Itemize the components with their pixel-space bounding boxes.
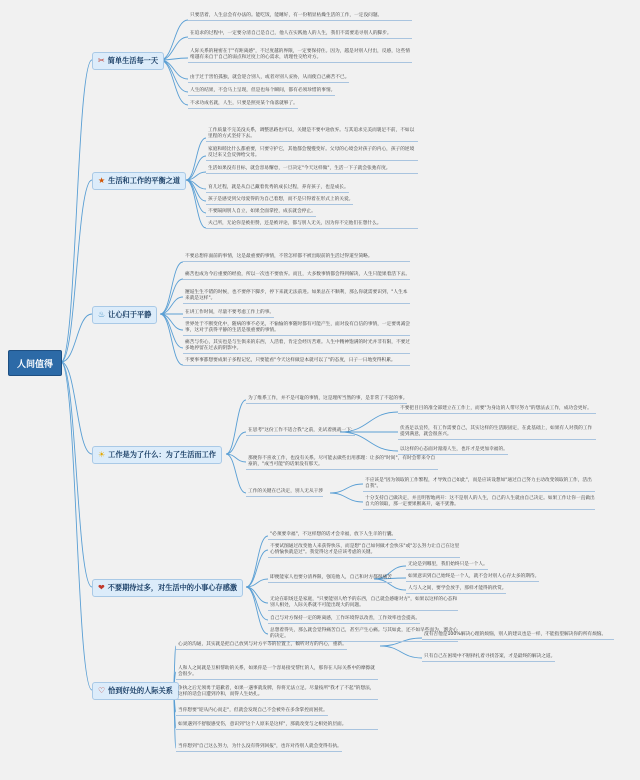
- leaf-item: 为了维系工作，并不是可耻的事情，这是理所当然的事，是非常了不起的事。: [248, 396, 408, 401]
- leaf-item: 不求功成名就，人生，只要是照亮某个角落就够了。: [190, 101, 298, 106]
- leaf-item: "必须要幸福"，不这样想的话才会幸福，放下人生羊的行囊。: [270, 532, 397, 537]
- leaf-item: 只要活着，人生总会有办法的。能吃饭，能睡好，有一份稍显枯燥生活的工作，一定没问题。: [190, 13, 412, 19]
- leaf-subitem: 不应该是"因为领取的工作繁程，才导致自己如此"，而是应该设想如"通过自己努力主动改变领取的工作，活出自我"。: [365, 478, 595, 490]
- leaf-item: 家庭和睦比什么都重要，只要守护它，其他都会慢慢变好。父母的心境会对孩子的内心，孩子的逆境反过来又会反弹给父母。: [208, 147, 418, 159]
- leaf-subitem: 不要把目目的准全部建立在工作上，而要"为身边的人带尽努力"的想法去工作，成功会更好。: [400, 406, 596, 412]
- heart-outline-icon: ♡: [98, 686, 106, 695]
- leaf-subitem: 人与人之间，要学会放手，那样才能得的欣赏。: [408, 586, 507, 591]
- flame-icon: ♨: [98, 310, 106, 319]
- leaf-item: 自己与对方保持一定的距离感，工作环境得以改善，工作效率也会提高。: [270, 616, 421, 621]
- leaf-item: 痛苦与伤心，其实也是与生俱来的东西，人活着，肯定会经历苦难。人生中精神饱满的时光并非有限，不要过多地停留在过去的阴影中。: [185, 340, 411, 352]
- leaf-item: 工作的关键在已决定，别人无从干涉: [248, 489, 324, 494]
- leaf-item: 无论在职场还是家庭，"只要能别人给予的东西，自己就会感谢对方"，如果以这样的心态和别人相处，人际关系就不可能出现大的问题。: [270, 597, 458, 609]
- branch-relationships[interactable]: [92, 682, 179, 700]
- leaf-item: 人生的结果，不会马上呈现，但是也每个瞬间，都有必须珍惜的事情。: [190, 88, 336, 93]
- leaf-item: 由于过于害怕孤独，就会迎合别人，或者对别人妥协，从而使自己痛苦不已。: [190, 75, 350, 80]
- branch-gratitude[interactable]: [92, 579, 243, 597]
- leaf-item: 不要隔阂别人自立，如果全面掌控，成长就会停止。: [208, 209, 316, 214]
- branch-simple-life[interactable]: [92, 52, 164, 70]
- leaf-item: 那便你不喜欢工作，也没有关系。尽可能去做些出用那理：让多的"时间"，有时会带来令自豪的，"成当可能"的话果没有那天。: [248, 456, 438, 468]
- branch-label: 恰到好处的人际关系: [108, 686, 173, 695]
- leaf-item: 人和人之间就是互相帮助的关系，如果你是一个容易接受帮忙的人，那你在人际关系中的摩擦就会很少。: [178, 666, 378, 678]
- leaf-item: 总想着得失，那么就会觉得痛苦自己，甚至产生心痛。与其如此，还不如早些而为，割舍心的决定。: [270, 628, 458, 640]
- branch-calm-mind[interactable]: [92, 306, 157, 324]
- leaf-item: 不要总想你面前的事情，这是最重要的事情，不管怎样都不被出眼前的生活过得道至简略。: [185, 254, 410, 260]
- leaf-item: 即便能家人也要分清界限，强迫他人，自己和对方都很痛苦: [270, 575, 392, 580]
- branch-why-work[interactable]: [92, 446, 222, 464]
- leaf-item: 不要试图通过改变他人来获得快乐，而是想"自己如何做才会快乐"或"怎么努力让自己在这里心情愉快就是过"。我觉得这才是应该考虑的关键。: [270, 544, 460, 556]
- leaf-item: 如果遇到不舒服感受伤，意识到"这个人原来是这样"，那就改变与之相处的层面。: [178, 722, 378, 728]
- branch-label: 生活和工作的平衡之道: [108, 176, 181, 185]
- branch-label: 工作是为了什么：为了生活而工作: [108, 450, 216, 459]
- leaf-item: 痛苦也成为今后重要的经验，所以一次也不要放弃。而且，大多数事情都会得到解决，人生只能果着活下去。: [185, 272, 411, 277]
- leaf-subitem: 十分支持自己做决定，并且明智地两开：这不是别人的人生，自己的人生就由自己决定。如果工作让你一直做出自大的领取，那一定要果断离开，毫不犹豫。: [365, 496, 595, 508]
- branch-label: 让心归于平静: [108, 310, 152, 319]
- scissors-tools-icon: ✂: [98, 56, 105, 65]
- leaf-subitem: 只有自己在困境中不断择扎着寻找答案，才是最终的解决之道。: [424, 654, 556, 659]
- leaf-item: 当你想到"自己这么努力，为什么没有得到回报"，也许对待别人就会变得有执。: [178, 744, 342, 749]
- leaf-subitem: 没有否他是100%解决心理的烦恼，别人的建议也是一样，不能指望解决你的所有烦恼。: [424, 632, 614, 638]
- star-icon: ★: [98, 176, 106, 185]
- heart-icon: ❤: [98, 583, 105, 592]
- leaf-item: 夫己所，无论你是被拒赞，还是被评论，都与别人无关，因为你不完他们在想什么。: [208, 221, 418, 227]
- leaf-item: 在思考"这份工作不适合我"之前，先试着挑战一下：: [248, 428, 356, 433]
- branch-label: 不要期待过多，对生活中的小事心存感激: [107, 583, 238, 592]
- leaf-item: 生活如果没有目标，就会容易懈怠，一旦决定"今天这样做"，生活一下子就会张弛有度。: [208, 166, 418, 172]
- leaf-item: 当你想要"迎从内心而走"，但就会发现自己不会被外在多余掌控而困扰。: [178, 708, 328, 713]
- root-node[interactable]: 人间值得: [8, 350, 62, 376]
- branch-label: 简单生活每一天: [107, 56, 159, 65]
- leaf-subitem: 伏查足以宜传，有工作需要自己，其实这样的生活跟固定，在此基础上，如果有人对我的工作提到满意，就会很喜兴。: [400, 426, 596, 438]
- leaf-item: 育儿过程，就是从自己藏着优秀的成长过程，养育孩子，也是成长。: [208, 185, 349, 190]
- leaf-item: 孩子是感受到父母爱得的为自己着想，而不是只得着在形式上的关爱。: [208, 197, 354, 202]
- leaf-item: 工作质量不完美没关系，调整思路也可以，关键是不要中途放弃。与其追求完美而裹足不前，不如以里程的方式坚持下去。: [208, 128, 418, 140]
- leaf-subitem: 如果意识到自己始终是一个人，就不会对别人心存太多的期待。: [408, 574, 540, 579]
- leaf-item: 人际关系的秘密在于"有距离感"，不过度越的界限，一定要保持住。因为，越是对别人付出，反感，这些情绪越有来自于自己的弱点和过度上的心需求，请理性交给对方。: [190, 49, 412, 61]
- sun-icon: ☀: [98, 450, 106, 459]
- leaf-item: 在讲工作时间，尽量不要考虑工作上的事。: [185, 310, 275, 315]
- leaf-subitem: 以这样的心态面对漫漫人生，也许才是更加幸福的。: [400, 447, 508, 452]
- leaf-subitem: 无论是到哪里，我们始终只是一个人。: [408, 562, 488, 567]
- leaf-item: 争执之后无须勇于道歉者，如果一遇事就发脾，你将无法立足。尽量按所"我才了不起"的想法，这样的话会日遭到冷和，而得人生妨扎。: [178, 686, 378, 698]
- leaf-item: 世界处于不断变化中，随病的事不必见，不愉愉的事随时都有可能产生，面对没有自信的事情，一定要勇减尝事，这对于获得平静的生活是很重要的事情。: [185, 322, 411, 334]
- branch-work-life-balance[interactable]: [92, 172, 186, 190]
- leaf-item: 在追求的过程中，一定要分清自己是自己，他人在实践他人的人生，我们不需要追寻别人的脚步。: [190, 31, 412, 37]
- leaf-item: 邂逅生生不错的时候，也不要停下脚步，停下来就无法前进。如果总在不顺利，那么你就需要识到，"人生本来就是这样"。: [185, 290, 410, 302]
- leaf-item: 不要事事都想要成果子多程记忆，只要能看"今天这样做是本就可以了"的态度，日子一日地变得积累。: [185, 358, 410, 364]
- leaf-item: 心灵的沟通，其实就是把自己放到与对方平等的位置上，倾听对方的内心，重新。: [178, 642, 347, 647]
